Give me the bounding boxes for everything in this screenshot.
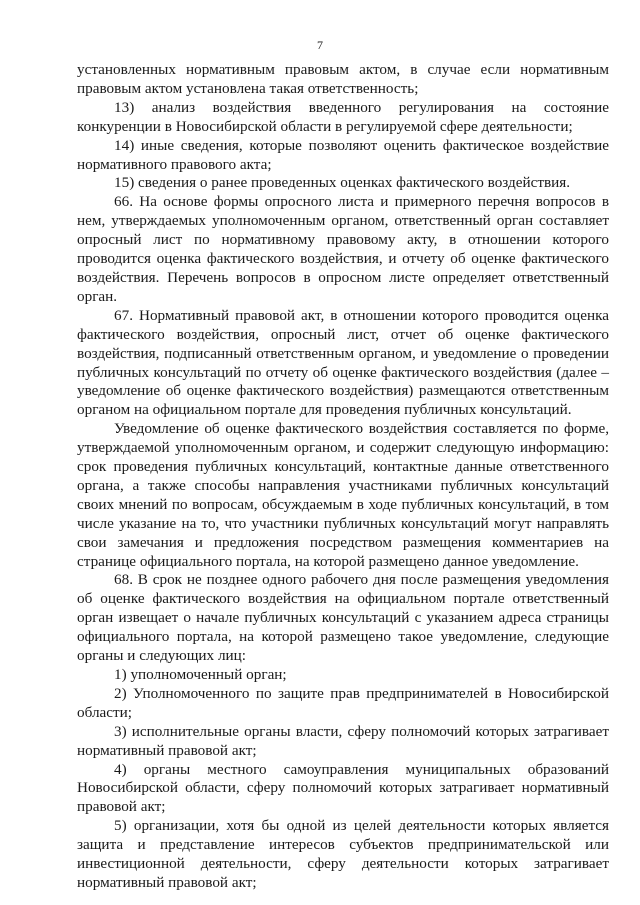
page-number: 7 <box>317 38 323 52</box>
paragraph-clause-68: 68. В срок не позднее одного рабочего дня после размещения уведомления об оценке фактического воздействия на официальном портале ответственный орган извещает о начале публичных консультаций с указанием адреса страницы официального портала, на которой размещено такое уведомление, следующие органы и следующих лиц: <box>77 571 609 665</box>
paragraph-continuation: установленных нормативным правовым актом, в случае если нормативным правовым актом установлена такая ответственность; <box>77 61 609 97</box>
document-body <box>77 61 609 893</box>
paragraph-list-item-2: 2) Уполномоченного по защите прав предпринимателей в Новосибирской области; <box>77 684 609 721</box>
paragraph-clause-67: 67. Нормативный правовой акт, в отношении которого проводится оценка фактического воздействия, опросный лист, отчет об оценке фактического воздействия, подписанный ответственным органом, и уведомление о проведении публичных консультаций по отчету об оценке фактического воздействия (далее – уведомление об оценке фактического воздействия) размещаются ответственным органом на официальном портале для проведения публичных консультаций. <box>77 306 609 419</box>
paragraph-list-item-1: 1) уполномоченный орган; <box>114 666 287 683</box>
paragraph-list-item-5: 5) организации, хотя бы одной из целей деятельности которых является защита и представление интересов субъектов предпринимательской или инвестиционной деятельности, сферу деятельности которых затрагивает нормативный правовой акт; <box>77 817 609 891</box>
paragraph-item-14: 14) иные сведения, которые позволяют оценить фактическое воздействие нормативного правового акта; <box>77 136 609 173</box>
paragraph-clause-66: 66. На основе формы опросного листа и примерного перечня вопросов в нем, утверждаемых уполномоченным органом, ответственный орган составляет опросный лист по нормативному правовому акту, в отношении которого проводится оценка фактического воздействия, и отчету об оценке фактического воздействия. Перечень вопросов в опросном листе определяет ответственный орган. <box>77 193 609 305</box>
paragraph-list-item-4: 4) органы местного самоуправления муниципальных образований Новосибирской области, сферу полномочий которых затрагивает нормативный правовой акт; <box>77 760 609 816</box>
paragraph-item-15: 15) сведения о ранее проведенных оценках фактического воздействия. <box>114 174 571 192</box>
paragraph-list-item-3: 3) исполнительные органы власти, сферу полномочий которых затрагивает нормативный правовой акт; <box>77 722 609 759</box>
paragraph-item-13: 13) анализ воздействия введенного регулирования на состояние конкуренции в Новосибирской области в регулируемой сфере деятельности; <box>77 98 609 135</box>
paragraph-notification: Уведомление об оценке фактического воздействия составляется по форме, утверждаемой уполномоченным органом, и содержит следующую информацию: срок проведения публичных консультаций, контактные данные ответственного органа, а также способы направления участниками публичных консультаций своих мнений по вопросам, обсуждаемым в ходе публичных консультаций, в том числе указание на то, что участники публичных консультаций могут направлять свои замечания и предложения посредством размещения комментариев на странице официального портала, на которой размещено данное уведомление. <box>77 420 609 570</box>
